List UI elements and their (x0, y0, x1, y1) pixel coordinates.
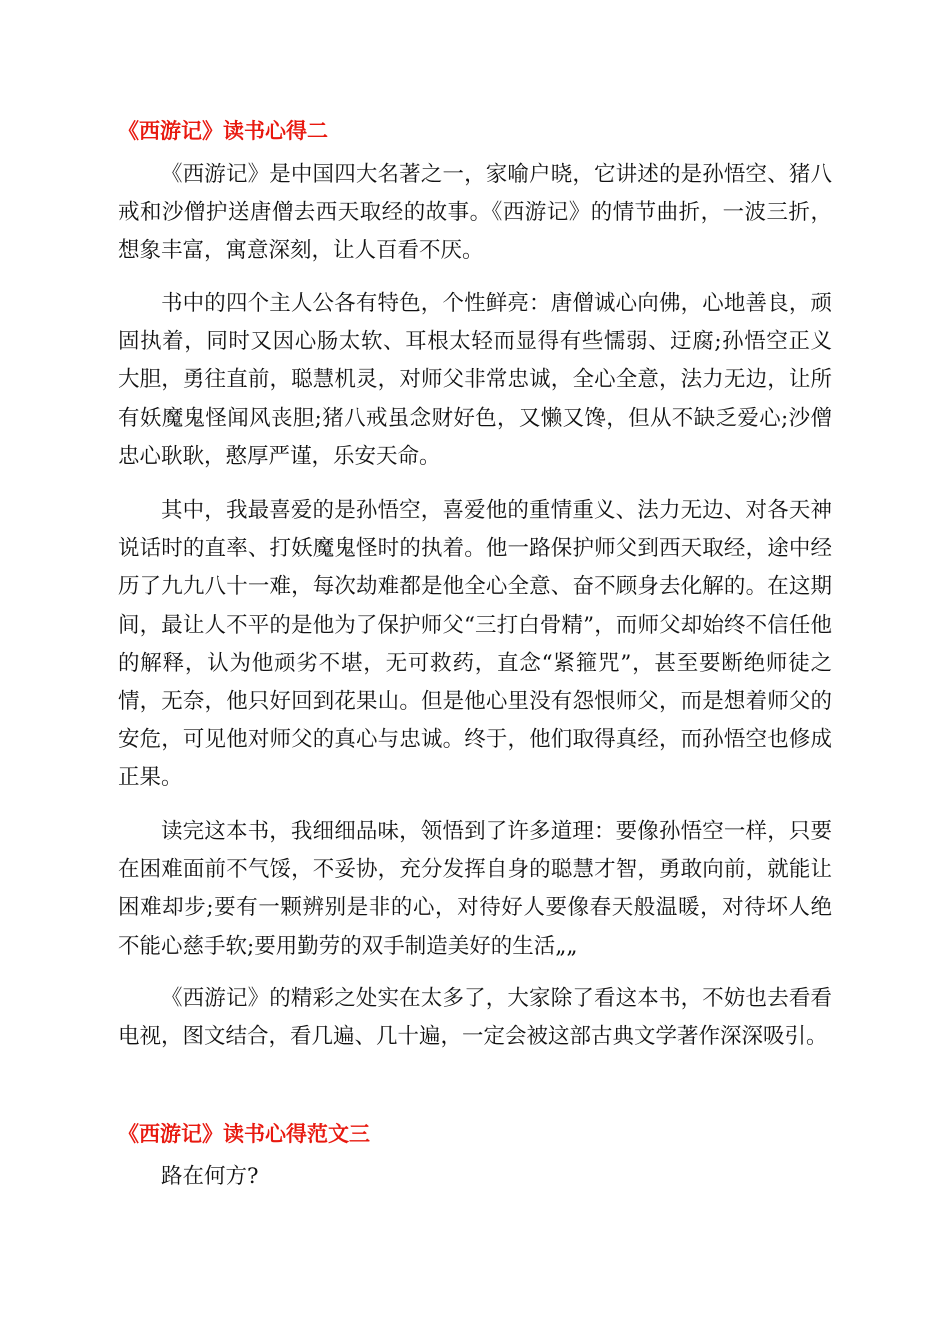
section-heading-3: 《西游记》读书心得范文三 (118, 1122, 370, 1146)
paragraph-intro: 《西游记》是中国四大名著之一，家喻户晓，它讲述的是孙悟空、猪八戒和沙僧护送唐僧去西天取经的故事。《西游记》的情节曲折，一波三折，想象丰富，寓意深刻，让人百看不厌。 (118, 162, 832, 264)
paragraph-characters: 书中的四个主人公各有特色，个性鲜亮：唐僧诚心向佛，心地善良，顽固执着，同时又因心肠太软、耳根太轻而显得有些懦弱、迂腐;孙悟空正义大胆，勇往直前，聪慧机灵，对师父非常忠诚，全心全意，法力无边，让所有妖魔鬼怪闻风丧胆;猪八戒虽念财好色，又懒又馋，但从不缺乏爱心;沙僧忠心耿耿，憨厚严谨，乐安天命。 (118, 291, 832, 469)
paragraph-favorite-character: 其中，我最喜爱的是孙悟空，喜爱他的重情重义、法力无边、对各天神说话时的直率、打妖魔鬼怪时的执着。他一路保护师父到西天取经，途中经历了九九八十一难，每次劫难都是他全心全意、奋不顾身去化解的。在这期间，最让人不平的是他为了保护师父“三打白骨精”，而师父却始终不信任他的解释，认为他顽劣不堪，无可救药，直念“紧箍咒”，甚至要断绝师徒之情，无奈，他只好回到花果山。但是他心里没有怨恨师父，而是想着师父的安危，可见他对师父的真心与忠诚。终于，他们取得真经，而孙悟空也修成正果。 (118, 498, 832, 791)
section-heading-2: 《西游记》读书心得二 (118, 119, 328, 143)
paragraph-lessons: 读完这本书，我细细品味，领悟到了许多道理：要像孙悟空一样，只要在困难面前不气馁，不妥协，充分发挥自身的聪慧才智，勇敢向前，就能让困难却步;要有一颗辨别是非的心，对待好人要像春天般温暖，对待坏人绝不能心慈手软;要用勤劳的双手制造美好的生活„„ (118, 819, 832, 959)
paragraph-conclusion: 《西游记》的精彩之处实在太多了，大家除了看这本书，不妨也去看看电视，图文结合，看几遍、几十遍，一定会被这部古典文学著作深深吸引。 (118, 986, 832, 1050)
paragraph-road-question: 路在何方? (161, 1164, 259, 1189)
